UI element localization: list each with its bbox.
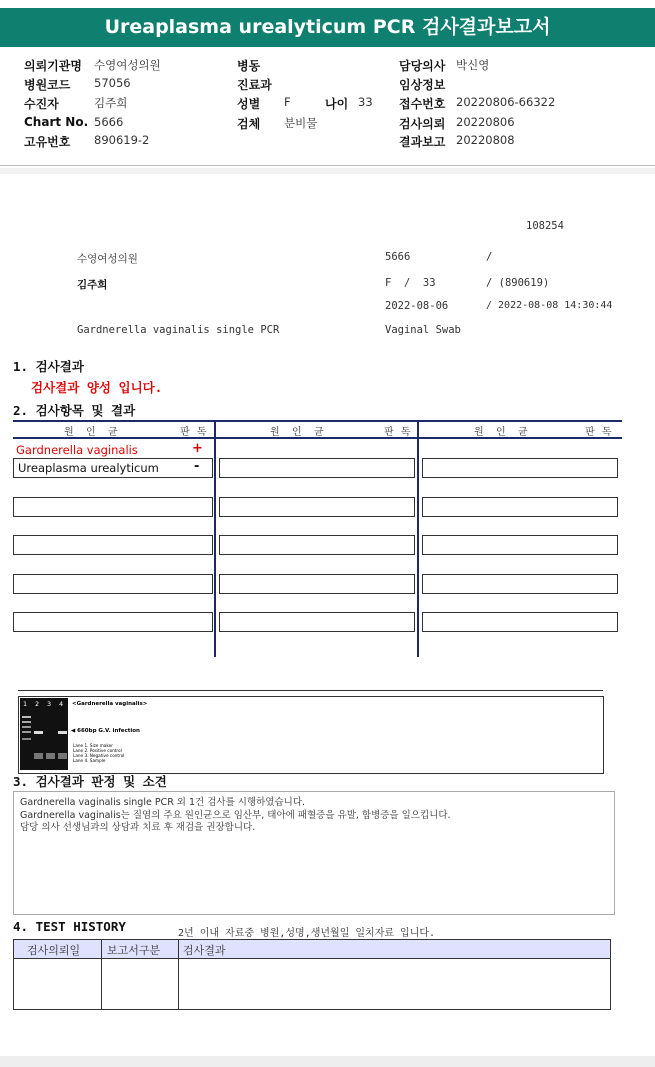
gel-legend-item: Lane 1. Size maker [73, 743, 113, 748]
gel-positive-band [34, 731, 43, 734]
gel-primer-band [58, 753, 67, 759]
gel-marker-band [22, 731, 31, 733]
patient-label: 수진자 [24, 97, 59, 111]
ward-label: 병동 [237, 59, 261, 73]
result-report-value: 20220808 [456, 133, 515, 147]
empty-result-box [422, 497, 618, 517]
history-col-divider [178, 940, 179, 1009]
history-col-header: 보고서구분 [107, 944, 161, 957]
col2-pathogen-header: 원 인 균 [270, 427, 326, 438]
requesting-org-value: 수영여성의원 [94, 58, 161, 72]
info-specimen: Vaginal Swab [385, 324, 461, 336]
gel-top-rule [18, 690, 603, 691]
requesting-org-label: 의뢰기관명 [24, 59, 82, 73]
gel-caption: <Gardnerella vaginalis> [72, 701, 148, 707]
empty-result-box [219, 612, 415, 632]
info-clinic: 수영여성의원 [77, 253, 138, 265]
unique-no-label: 고유번호 [24, 135, 71, 149]
gel-lane-label: 2 [35, 700, 40, 708]
hospital-code-value: 57056 [94, 76, 131, 90]
grid-divider-2 [417, 420, 419, 657]
empty-result-box [219, 535, 415, 555]
doctor-label: 담당의사 [399, 59, 446, 73]
test-request-label: 검사의뢰 [399, 117, 446, 131]
empty-result-box [422, 612, 618, 632]
empty-result-box [422, 458, 618, 478]
info-test-name: Gardnerella vaginalis single PCR [77, 324, 280, 336]
opinion-box [13, 791, 615, 915]
col1-pathogen-header: 원 인 균 [64, 427, 120, 438]
history-col-header: 검사결과 [183, 944, 226, 957]
info-code: 108254 [526, 220, 564, 232]
doctor-value: 박신영 [456, 58, 490, 72]
gel-marker-band [22, 726, 31, 728]
empty-result-box [13, 612, 213, 632]
info-date1: 2022-08-06 [385, 300, 449, 312]
result-item-name: Ureaplasma urealyticum [18, 461, 159, 475]
department-label: 진료과 [237, 78, 272, 92]
gel-lane-label: 3 [47, 700, 52, 708]
age-label: 나이 [325, 97, 349, 111]
gel-primer-band [46, 753, 55, 759]
empty-result-box [219, 458, 415, 478]
gel-primer-band [34, 753, 43, 759]
result-item-name: Gardnerella vaginalis [16, 443, 138, 457]
info-slash: / [486, 251, 493, 263]
gel-marker-band [22, 721, 31, 723]
sex-label: 성별 [237, 97, 261, 111]
section3-title: 3. 검사결과 판정 및 소견 [13, 774, 167, 789]
info-name: 김주희 [77, 279, 108, 291]
info-date2: / 2022-08-08 14:30:44 [486, 300, 613, 311]
gel-marker-band [22, 716, 31, 718]
empty-result-box [422, 574, 618, 594]
age-value: 33 [358, 95, 373, 109]
receipt-no-label: 접수번호 [399, 97, 446, 111]
result-item-box [13, 458, 213, 478]
section1-title: 1. 검사결과 [13, 359, 84, 374]
col1-judgement-header: 판 독 [180, 427, 209, 438]
specimen-label: 검체 [237, 117, 261, 131]
gel-band-arrow: ◀ [71, 728, 78, 734]
gel-sample-band [58, 731, 67, 734]
col3-judgement-header: 판 독 [585, 427, 614, 438]
gel-band-text: 660bp G.V. infection [77, 728, 140, 734]
col2-judgement-header: 판 독 [384, 427, 413, 438]
history-table-header [14, 940, 610, 959]
opinion-line: 담당 의사 선생님과의 상담과 치료 후 재검을 권장합니다. [20, 822, 256, 833]
gel-lane-label: 1 [23, 700, 28, 708]
info-birth: / (890619) [486, 277, 550, 289]
info-sex-age: F / 33 [385, 277, 436, 289]
hospital-code-label: 병원코드 [24, 78, 71, 92]
history-col-header: 검사의뢰일 [27, 944, 81, 957]
gel-legend-item: Lane 4. Sample [73, 758, 106, 763]
col3-pathogen-header: 원 인 균 [474, 427, 530, 438]
history-col-divider [101, 940, 102, 1009]
clinical-info-label: 임상정보 [399, 78, 446, 92]
section4-title: 4. TEST HISTORY [13, 919, 126, 934]
section4-note: 2년 이내 자료중 병원,성명,생년월일 일치자료 입니다. [178, 928, 436, 939]
opinion-line: Gardnerella vaginalis는 질염의 주요 원인균으로 임산부, 태아에 패혈증을 유발, 합병증을 일으킵니다. [20, 809, 451, 821]
result-item-mark: + [192, 441, 203, 456]
sex-value: F [284, 95, 291, 109]
gel-band-label [71, 728, 140, 734]
grid-top-line [13, 420, 622, 422]
gel-lane-label: 4 [59, 700, 64, 708]
opinion-text [20, 797, 451, 835]
gel-marker-band [22, 738, 31, 740]
test-request-value: 20220806 [456, 115, 515, 129]
gel-legend [73, 743, 124, 763]
header-divider-band [0, 168, 655, 174]
page-bottom-strip [0, 1056, 655, 1067]
info-chart: 5666 [385, 251, 411, 263]
section2-title: 2. 검사항목 및 결과 [13, 403, 136, 418]
specimen-value: 분비물 [284, 116, 318, 130]
empty-result-box [422, 535, 618, 555]
empty-result-box [219, 574, 415, 594]
chart-no-value: 5666 [94, 115, 124, 129]
patient-value: 김주희 [94, 96, 128, 110]
gel-image [20, 698, 68, 770]
empty-result-box [219, 497, 415, 517]
section1-result: 검사결과 양성 입니다. [31, 380, 163, 395]
empty-result-box [13, 535, 213, 555]
header-divider [0, 165, 655, 166]
report-title: Ureaplasma urealyticum PCR 검사결과보고서 [0, 8, 655, 47]
gel-legend-item: Lane 2. Positive control [73, 748, 122, 753]
opinion-line: Gardnerella vaginalis single PCR 외 1건 검사를 시행하였습니다. [20, 797, 306, 808]
gel-legend-item: Lane 3. Negative control [73, 753, 125, 758]
empty-result-box [13, 497, 213, 517]
result-item-mark: - [194, 459, 200, 474]
result-report-label: 결과보고 [399, 135, 446, 149]
history-table [13, 939, 611, 1010]
receipt-no-value: 20220806-66322 [456, 95, 556, 109]
grid-divider-1 [214, 420, 216, 657]
unique-no-value: 890619-2 [94, 133, 150, 147]
chart-no-label: Chart No. [24, 115, 89, 129]
empty-result-box [13, 574, 213, 594]
